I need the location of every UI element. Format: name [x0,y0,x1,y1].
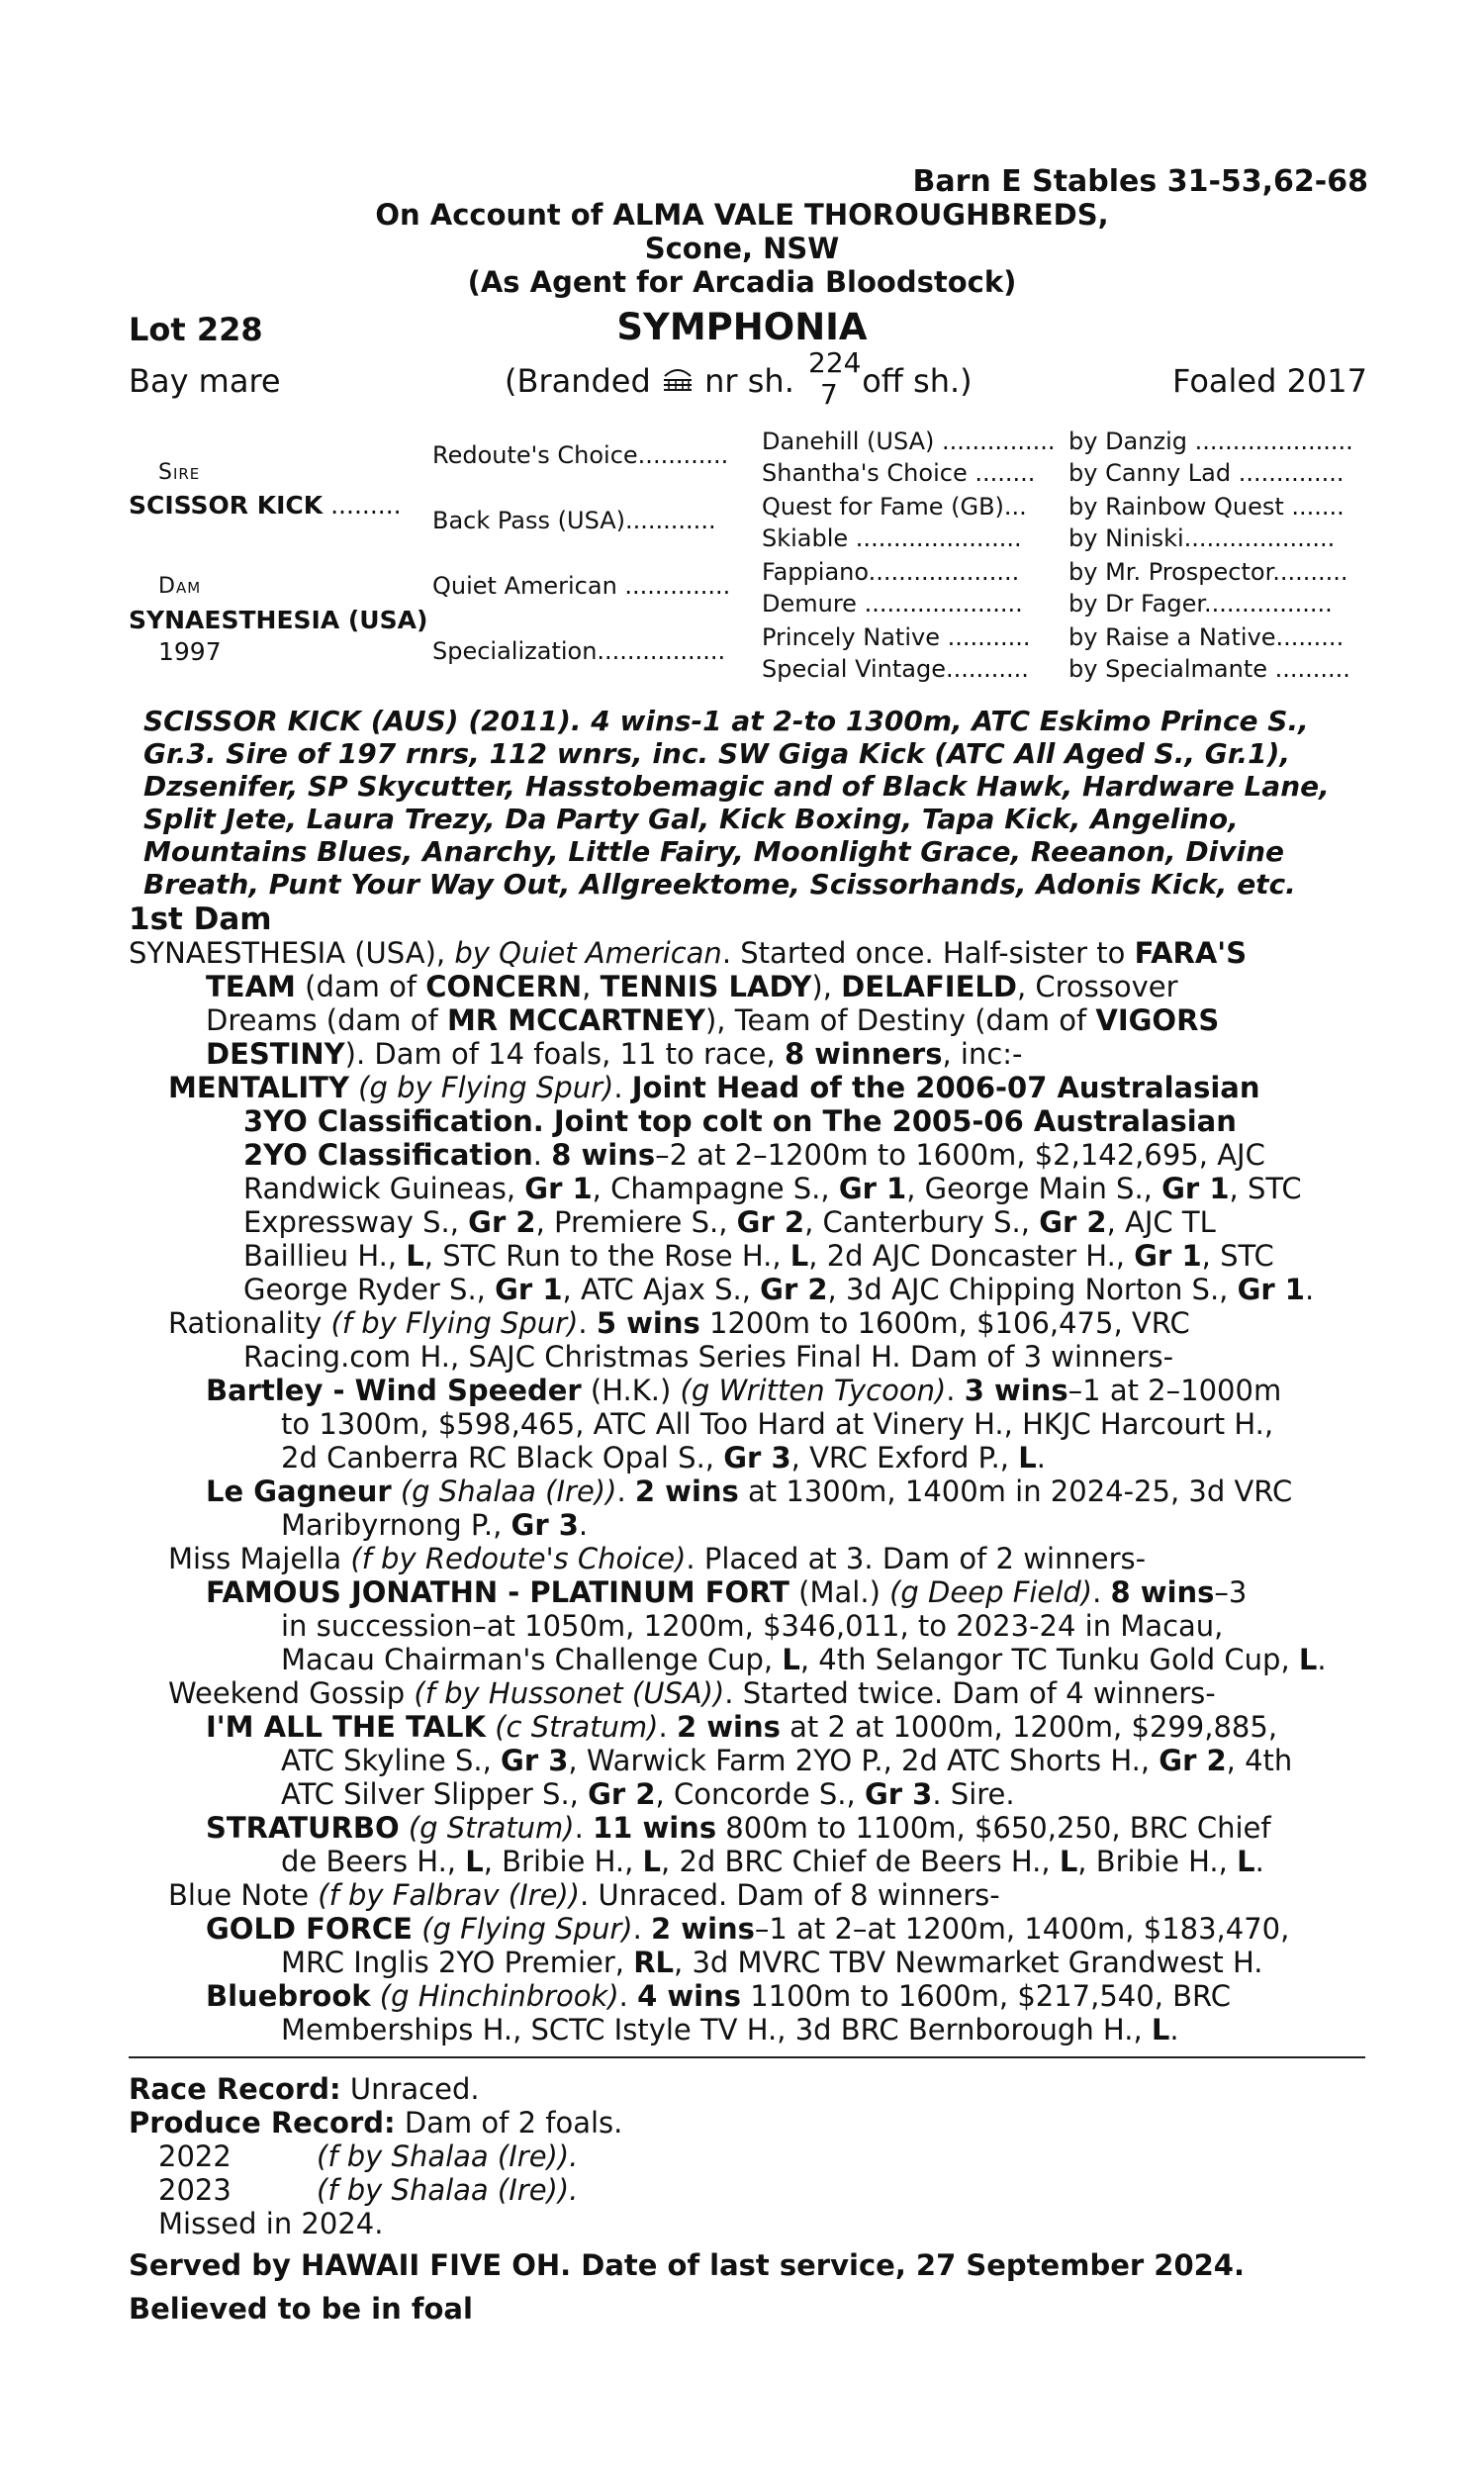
text: Le Gagneur [206,1475,392,1508]
text: at 1300m, 1400m in 2024-25, 3d VRC [738,1475,1293,1508]
text: , Bribie H., [1077,1845,1238,1878]
text: (f by Flying Spur) [330,1306,579,1340]
text: 8 wins [551,1138,656,1172]
text: 800m to 1100m, $650,250, BRC Chief [716,1811,1271,1845]
text: . [946,1374,965,1407]
text: de Beers H., [281,1845,466,1878]
text: Memberships H., SCTC Istyle TV H., 3d BRC Bernborough H., [281,2013,1152,2046]
ggp-6: Demure ..................... [762,590,1023,618]
text: –1 at 2–1000m [1067,1374,1282,1407]
text-line [243,1239,1274,1273]
progeny-miss-majella [168,1542,1146,1575]
sire-summary-line: Mountains Blues, Anarchy, Little Fairy, Moonlight Grace, Reeanon, Divine [143,835,1285,868]
text: DESTINY [206,1037,345,1071]
text: , STC Run to the Rose H., [423,1239,790,1273]
text: L [1298,1643,1318,1676]
text: MRC Inglis 2YO Premier, [281,1946,634,1979]
text: Rationality [168,1306,331,1340]
brand-prefix: (Branded [505,362,651,400]
text: 2 wins [634,1475,739,1508]
text: , 2d AJC Doncaster H., [808,1239,1135,1273]
produce-record-label: Produce Record: [129,2106,396,2140]
dam-year: 1997 [158,637,222,666]
text: (g Flying Spur) [413,1912,633,1946]
text: Gr 1 [838,1172,907,1205]
text: . [658,1710,677,1744]
text-line [243,1273,1314,1306]
text: Gr 2 [1159,1744,1227,1777]
text: Joint Head of the 2006-07 Australasian [631,1071,1260,1104]
text: (g by Flying Spur) [348,1071,614,1104]
text-line [281,1744,1292,1777]
text: 1200m to 1600m, $106,475, VRC [699,1306,1190,1340]
text: , VRC Exford P., [790,1441,1019,1475]
text: , Concorde S., [655,1777,865,1811]
text: Gr 3 [723,1441,791,1475]
race-record-label: Race Record: [129,2072,341,2106]
ggp-5: Fappiano.................... [762,558,1020,586]
text: (g Hinchinbrook) [370,1979,619,2013]
text-line [206,1979,1231,2013]
text: (g Deep Field) [889,1575,1093,1609]
stables-line: Barn E Stables 31-53,62-68 [912,164,1368,199]
granddam-sire: Back Pass (USA)............ [432,507,716,534]
text: , STC [1201,1239,1274,1273]
dam-name: SYNAESTHESIA (USA) [129,606,428,634]
text: L [406,1239,424,1273]
text: . [613,1071,632,1104]
text-line: Racing.com H., SAJC Christmas Series Final H. Dam of 3 winners- [243,1340,1174,1374]
lot-number: Lot 228 [129,311,263,348]
sire-summary-line: Dzsenifer, SP Skycutter, Hasstobemagic and of Black Hawk, Hardware Lane, [143,770,1330,803]
sire-summary-line: Split Jete, Laura Trezy, Da Party Gal, Kick Boxing, Tapa Kick, Angelino, [143,803,1239,835]
text-line [206,1374,1281,1407]
text: ATC Silver Slipper S., [281,1777,589,1811]
text: TENNIS LADY [600,970,812,1003]
brand-number-bottom: 7 [820,378,838,411]
text: at 2 at 1000m, 1200m, $299,885, [780,1710,1278,1744]
gggp-4: by Niniski.................... [1068,524,1336,552]
text: , Bribie H., [483,1845,643,1878]
text: (g Written Tycoon) [680,1374,947,1407]
text: FARA'S [1134,936,1248,970]
text: Gr 1 [524,1172,593,1205]
text: ATC Skyline S., [281,1744,502,1777]
horse-name: SYMPHONIA [616,306,868,348]
text: 2 wins [651,1912,755,1946]
text: , 2d BRC Chief de Beers H., [661,1845,1060,1878]
text: CONCERN [425,970,583,1003]
progeny-weekend-gossip [168,1676,1216,1710]
text: (g Stratum) [399,1811,575,1845]
text: (f by Falbrav (Ire)) [318,1878,581,1912]
text: STRATURBO [206,1811,400,1845]
foal-status: Believed to be in foal [129,2292,473,2326]
text: ), [811,970,842,1003]
sire-name: SCISSOR KICK [129,491,324,520]
ggp-7: Princely Native ........... [762,623,1031,651]
gggp-5: by Mr. Prospector.......... [1068,558,1348,586]
text: . Started once. Half-sister to [721,936,1135,970]
text: . [1305,1273,1315,1306]
text: . [616,1475,635,1508]
text-line [281,1643,1327,1676]
foal-description: (f by Shalaa (Ire)). [317,2140,579,2173]
text: . [578,1306,597,1340]
text: Gr 3 [501,1744,569,1777]
text: , Warwick Farm 2YO P., 2d ATC Shorts H., [568,1744,1159,1777]
text: DELAFIELD [841,970,1017,1003]
text: Weekend Gossip [168,1676,415,1710]
text: ), Team of Destiny (dam of [704,1003,1096,1037]
text: Gr 1 [1134,1239,1202,1273]
text: 8 wins [1110,1575,1215,1609]
dam-label: Dam [158,574,202,599]
race-record-value: Unraced. [340,2072,480,2106]
text: VIGORS [1095,1003,1220,1037]
text: –3 [1214,1575,1248,1609]
text-line [206,970,1178,1003]
section-divider [129,2056,1365,2058]
text: (c Stratum) [486,1710,659,1744]
text-line [206,1912,1289,1946]
text: , STC [1229,1172,1302,1205]
text: Gr 1 [1161,1172,1230,1205]
text-line [168,1071,1260,1104]
text: Dreams (dam of [206,1003,447,1037]
text: Miss Majella [168,1542,351,1575]
vendor-line: On Account of ALMA VALE THOROUGHBREDS, [375,198,1109,232]
text: , Crossover [1016,970,1178,1003]
text: Bluebrook [206,1979,371,2013]
text: , George Main S., [906,1172,1162,1205]
text: George Ryder S., [243,1273,496,1306]
sire-summary-line: Gr.3. Sire of 197 rnrs, 112 wnrs, inc. SW Giga Kick (ATC All Aged S., Gr.1), [143,737,1291,770]
gggp-6: by Dr Fager................. [1068,590,1333,618]
text-line [206,1811,1271,1845]
dam-name-text: SYNAESTHESIA (USA), [129,936,455,970]
text: 2d Canberra RC Black Opal S., [281,1441,724,1475]
ggp-2: Shantha's Choice ........ [762,459,1036,487]
foaled-year: Foaled 2017 [1172,362,1367,400]
text: 8 winners [784,1037,943,1071]
gggp-2: by Canny Lad .............. [1068,459,1345,487]
sire-dots: ......... [330,491,402,520]
text: Gr 1 [1237,1273,1305,1306]
text-line [281,1946,1262,1979]
text: RL [633,1946,675,1979]
produce-foal [158,2140,232,2173]
text: 11 wins [593,1811,717,1845]
sire-summary-line: Breath, Punt Your Way Out, Allgreektome, Scissorhands, Adonis Kick, etc. [143,868,1296,901]
granddam-dam: Specialization................. [432,637,726,665]
text: L [1018,1441,1037,1475]
text: . [1169,2013,1179,2046]
ggp-1: Danehill (USA) ............... [762,428,1056,455]
text: , ATC Ajax S., [562,1273,761,1306]
text: L [465,1845,484,1878]
text-line: to 1300m, $598,465, ATC All Too Hard at Vinery H., HKJC Harcourt H., [281,1407,1274,1441]
text: GOLD FORCE [206,1912,413,1946]
foal-year: 2023 [158,2173,232,2207]
horse-description: Bay mare [129,362,281,400]
text: MR MCCARTNEY [446,1003,705,1037]
sire-label: Sire [158,460,201,485]
foal-year: 2022 [158,2140,232,2173]
text-line [243,1138,1265,1172]
text: (f by Hussonet (USA)) [414,1676,725,1710]
ggp-3: Quest for Fame (GB)... [762,493,1027,521]
text: L [789,1239,809,1273]
text-line [129,936,1247,970]
text: . [1254,1845,1264,1878]
produce-record-value: Dam of 2 foals. [395,2106,623,2140]
brand-number-top: 224 [808,346,862,379]
text: L [642,1845,662,1878]
text: . Placed at 3. Dam of 2 winners- [686,1542,1147,1575]
text-line [281,1777,1015,1811]
text: . [574,1811,593,1845]
text: . Sire. [932,1777,1015,1811]
text-line: in succession–at 1050m, 1200m, $346,011, to 2023-24 in Macau, [281,1609,1224,1643]
text: (g Shalaa (Ire)) [391,1475,617,1508]
race-record [129,2072,480,2106]
sire-row [129,491,402,520]
brand-info [505,346,973,411]
text: TEAM [206,970,296,1003]
text: (Mal.) [788,1575,890,1609]
text: . Started twice. Dam of 4 winners- [724,1676,1216,1710]
brand-fraction [804,346,862,411]
text: L [1059,1845,1078,1878]
vendor-agent: (As Agent for Arcadia Bloodstock) [467,265,1017,299]
text-line [206,1003,1219,1037]
text: (f by Redoute's Choice) [350,1542,687,1575]
text: Gr 2 [1039,1205,1107,1239]
text: Maribyrnong P., [281,1508,511,1542]
gggp-7: by Raise a Native......... [1068,623,1345,651]
text: Baillieu H., [243,1239,407,1273]
text-line [206,1475,1292,1508]
text: Gr 3 [510,1508,579,1542]
text: , AJC TL [1106,1205,1216,1239]
progeny-blue-note [168,1878,1000,1912]
text: 5 wins [596,1306,700,1340]
vendor-location: Scone, NSW [644,232,840,265]
text: , 3d AJC Chipping Norton S., [827,1273,1238,1306]
first-dam-heading: 1st Dam [129,902,272,937]
grandsire-sire: Redoute's Choice............ [432,441,729,469]
text: , inc:- [942,1037,1023,1071]
text: Bartley - Wind Speeder [206,1374,582,1407]
brand-near-shoulder: nr sh. [704,362,794,400]
text-line: 3YO Classification. Joint top colt on The 2005-06 Australasian [243,1104,1237,1138]
text-line [243,1172,1302,1205]
text: , Canterbury S., [804,1205,1040,1239]
gggp-1: by Danzig ..................... [1068,428,1353,455]
text: , 4th Selangor TC Tunku Gold Cup, [799,1643,1299,1676]
brand-off-shoulder: off sh.) [862,362,973,400]
text-line [281,1508,588,1542]
ggp-8: Special Vintage........... [762,655,1029,683]
text-line [281,1845,1264,1878]
foal-description: (f by Shalaa (Ire)). [317,2173,579,2207]
text: Gr 3 [864,1777,933,1811]
text: . [1317,1643,1327,1676]
text: MENTALITY [168,1071,349,1104]
dam-sire-text: by Quiet American [454,936,722,970]
text: 1100m to 1600m, $217,540, BRC [741,1979,1231,2013]
grandsire-dam: Quiet American .............. [432,572,731,600]
text: . [618,1979,638,2013]
text: , 4th [1226,1744,1293,1777]
text: L [1237,1845,1255,1878]
text-line [243,1205,1216,1239]
text: FAMOUS JONATHN - PLATINUM FORT [206,1575,789,1609]
text: . [578,1508,589,1542]
text: 4 wins [637,1979,742,2013]
produce-foal [158,2173,232,2207]
text: 2 wins [676,1710,781,1744]
text: ). Dam of 14 foals, 11 to race, [344,1037,785,1071]
text: Gr 2 [736,1205,805,1239]
text: Gr 2 [760,1273,828,1306]
text: 3 wins [964,1374,1068,1407]
text: Randwick Guineas, [243,1172,525,1205]
text: (H.K.) [581,1374,681,1407]
text-line [168,1306,1190,1340]
text: Gr 1 [495,1273,563,1306]
text: Gr 2 [588,1777,656,1811]
text: , 3d MVRC TBV Newmarket Grandwest H. [674,1946,1263,1979]
text: 2YO Classification [243,1138,533,1172]
text: L [782,1643,800,1676]
sire-summary-line: SCISSOR KICK (AUS) (2011). 4 wins-1 at 2-to 1300m, ATC Eskimo Prince S., [143,705,1309,737]
text: , [582,970,601,1003]
text: , Premiere S., [535,1205,737,1239]
text: I'M ALL THE TALK [206,1710,487,1744]
produce-record [129,2106,622,2140]
gggp-3: by Rainbow Quest ....... [1068,493,1345,521]
text-line [206,1575,1247,1609]
text: L [1151,2013,1170,2046]
text-line [281,1441,1046,1475]
gggp-8: by Specialmante .......... [1068,655,1350,683]
text: –2 at 2–1200m to 1600m, $2,142,695, AJC [655,1138,1265,1172]
text: (dam of [295,970,426,1003]
text: . [532,1138,552,1172]
text: Expressway S., [243,1205,469,1239]
text: . [1036,1441,1046,1475]
brand-mark-icon [661,366,695,396]
text: . [1092,1575,1111,1609]
ggp-4: Skiable ...................... [762,524,1022,552]
text: . Unraced. Dam of 8 winners- [580,1878,1000,1912]
text: , Champagne S., [592,1172,839,1205]
text-line [206,1037,1023,1071]
missed-year: Missed in 2024. [158,2207,384,2240]
text: . [632,1912,651,1946]
text-line [206,1710,1277,1744]
service-details: Served by HAWAII FIVE OH. Date of last service, 27 September 2024. [129,2248,1245,2282]
text: Blue Note [168,1878,319,1912]
text: Macau Chairman's Challenge Cup, [281,1643,783,1676]
text-line [281,2013,1179,2046]
text: Gr 2 [468,1205,536,1239]
text: –1 at 2–at 1200m, 1400m, $183,470, [754,1912,1290,1946]
